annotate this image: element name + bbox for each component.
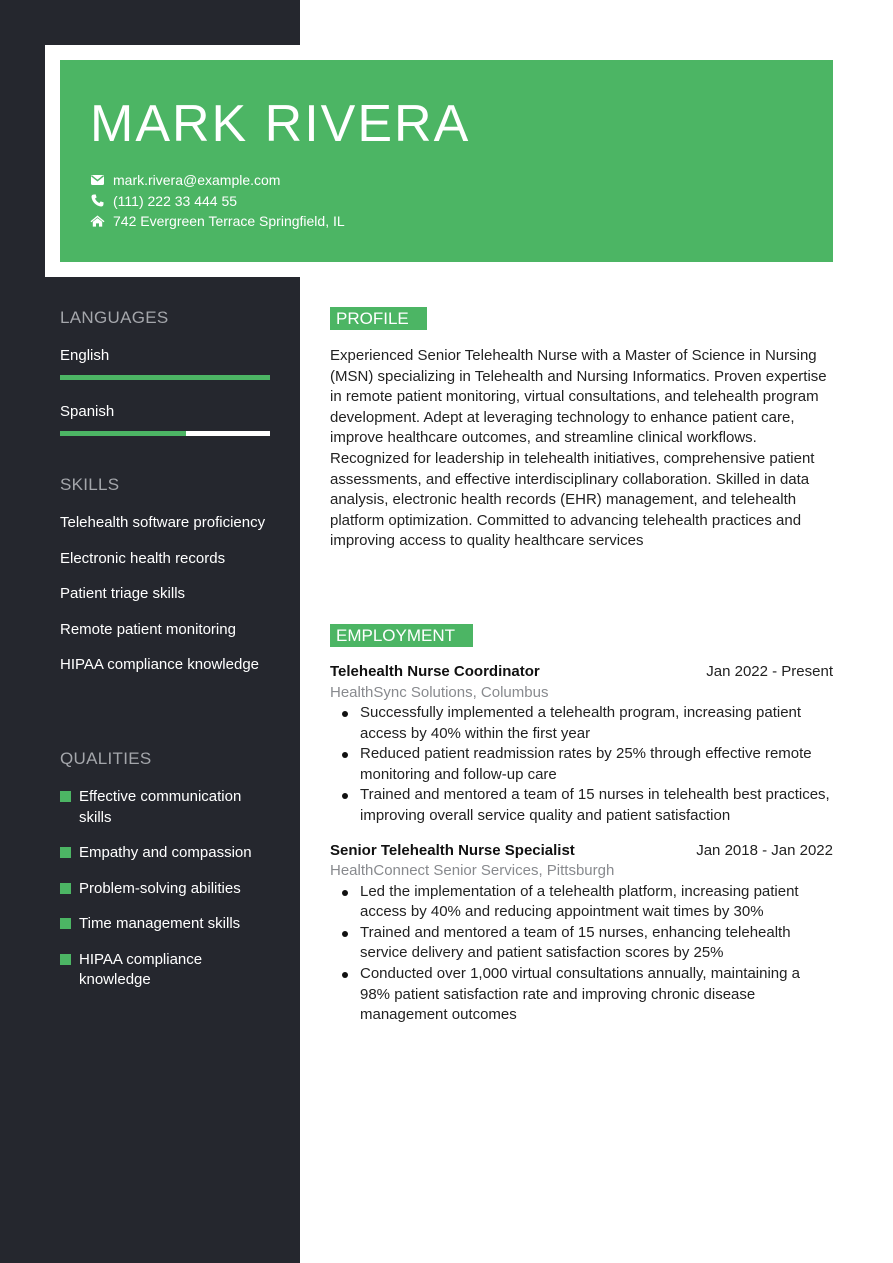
home-icon	[90, 214, 105, 228]
job-company: HealthConnect Senior Services, Pittsburgh	[330, 862, 615, 880]
bullet-text: Conducted over 1,000 virtual consultations annually, maintaining a 98% patient satisfaction rate and improving chronic disease management outcomes	[360, 964, 800, 1024]
languages-heading: LANGUAGES	[60, 308, 169, 327]
job-bullet	[330, 882, 833, 923]
skill-item: Telehealth software proficiency	[60, 514, 266, 531]
skill-item: Electronic health records	[60, 549, 226, 567]
language-item	[60, 346, 270, 380]
language-level-bar	[60, 431, 270, 436]
quality-item	[60, 843, 270, 864]
bullet-dot-icon	[342, 752, 348, 758]
profile-heading: PROFILE	[330, 307, 427, 330]
skill-item: Remote patient monitoring	[60, 620, 236, 638]
bullet-text: Trained and mentored a team of 15 nurses in telehealth best practices, improving overall service quality and patient satisfaction	[360, 786, 830, 824]
job-bullet	[330, 744, 833, 785]
job-company: HealthSync Solutions, Columbus	[330, 683, 549, 701]
candidate-name: MARK RIVERA	[90, 95, 471, 153]
employment-section	[330, 624, 833, 1026]
bullet-dot-icon	[342, 931, 348, 937]
job-entry	[330, 841, 833, 1026]
contact-list	[90, 170, 345, 232]
phone-icon	[90, 194, 105, 208]
quality-text: Effective communication skills	[79, 788, 242, 826]
qualities-heading: QUALITIES	[60, 749, 152, 768]
bullet-text: Successfully implemented a telehealth program, increasing patient access by 40% within the first year	[360, 704, 802, 742]
employment-heading: EMPLOYMENT	[330, 624, 473, 647]
bullet-dot-icon	[342, 890, 348, 896]
job-bullets	[330, 703, 833, 827]
envelope-icon	[90, 173, 105, 187]
square-bullet-icon	[60, 847, 71, 858]
skills-list	[60, 513, 270, 676]
job-title: Senior Telehealth Nurse Specialist	[330, 841, 575, 859]
resume-header	[60, 60, 833, 262]
job-dates: Jan 2022 - Present	[706, 663, 833, 680]
language-item	[60, 402, 270, 436]
square-bullet-icon	[60, 954, 71, 965]
job-title: Telehealth Nurse Coordinator	[330, 663, 540, 680]
job-entry	[330, 662, 833, 827]
job-dates: Jan 2018 - Jan 2022	[696, 841, 833, 859]
quality-text: Time management skills	[79, 915, 241, 932]
skills-heading: SKILLS	[60, 475, 120, 494]
language-level-fill	[60, 431, 186, 436]
bullet-dot-icon	[342, 711, 348, 717]
bullet-text: Led the implementation of a telehealth platform, increasing patient access by 40% and reducing appointment wait times by 30%	[360, 882, 799, 921]
bullet-dot-icon	[342, 972, 348, 978]
language-level-fill	[60, 375, 270, 380]
skills-section	[60, 475, 270, 691]
email-text[interactable]: mark.rivera@example.com	[113, 172, 281, 188]
address-text: 742 Evergreen Terrace Springfield, IL	[113, 213, 345, 229]
language-name: English	[60, 347, 110, 364]
square-bullet-icon	[60, 883, 71, 894]
quality-item	[60, 787, 270, 828]
language-name: Spanish	[60, 403, 115, 420]
job-bullet	[330, 703, 833, 744]
profile-section	[330, 307, 833, 552]
contact-address	[90, 211, 345, 232]
quality-text: Problem-solving abilities	[79, 879, 241, 897]
job-header	[330, 662, 833, 683]
contact-phone	[90, 191, 345, 212]
quality-item	[60, 879, 270, 900]
job-header	[330, 841, 833, 862]
skill-item: HIPAA compliance knowledge	[60, 656, 259, 673]
quality-item	[60, 950, 270, 991]
square-bullet-icon	[60, 791, 71, 802]
job-bullet	[330, 964, 833, 1026]
quality-item	[60, 914, 270, 935]
profile-summary: Experienced Senior Telehealth Nurse with a Master of Science in Nursing (MSN) specializing in Telehealth and Nursing Informatics. Proven expertise in remote patient monitoring, virtual consultations, and telehealth program development. Adept at leveraging technology to enhance patient care, improve healthcare outcomes, and streamline clinical workflows. Recognized for leadership in telehealth initiatives, comprehensive patient assessments, and effective interdisciplinary collaboration. Skilled in data analysis, electronic health records (EHR) management, and telehealth platform optimization. Committed to advancing telehealth practices and improving access to quality healthcare services	[330, 347, 827, 550]
square-bullet-icon	[60, 918, 71, 929]
job-bullet	[330, 923, 833, 964]
job-bullet	[330, 785, 833, 826]
qualities-section	[60, 749, 270, 1006]
quality-text: Empathy and compassion	[79, 844, 252, 861]
bullet-text: Trained and mentored a team of 15 nurses, enhancing telehealth service delivery and patient satisfaction scores by 25%	[360, 923, 791, 962]
qualities-list	[60, 787, 270, 991]
bullet-dot-icon	[342, 793, 348, 799]
contact-email	[90, 170, 345, 191]
bullet-text: Reduced patient readmission rates by 25% through effective remote monitoring and follow-up care	[360, 745, 812, 783]
quality-text: HIPAA compliance knowledge	[79, 950, 203, 988]
languages-section	[60, 308, 270, 436]
language-level-bar	[60, 375, 270, 380]
phone-text: (111) 222 33 444 55	[113, 192, 238, 209]
job-bullets	[330, 882, 833, 1026]
skill-item: Patient triage skills	[60, 585, 186, 602]
